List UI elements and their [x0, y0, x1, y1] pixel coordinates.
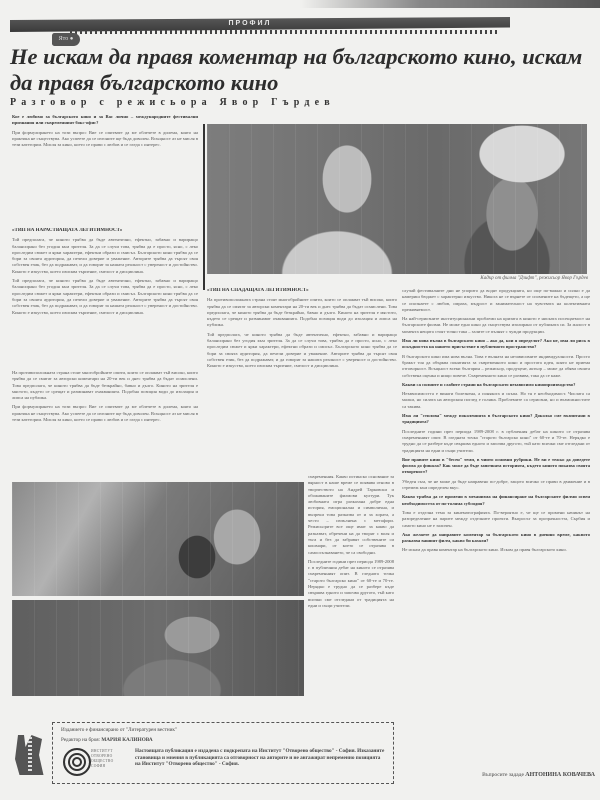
photo-caption: Кадър от филма "Дзифт", режисьор Явор Гърдев: [480, 276, 588, 281]
qa-answer-7: Това е отделна тема за кинематографията. По-вероятно е, че ще се промени начинът на разпределение на парите между отделните проекти. Въпросът за прозрачността, Сърбия и самото кино не е заличен.: [402, 509, 590, 528]
qa-question-6: Вие правите кино в "бесен" темп, в чиито основни рубрики. Не ви е тежко да доведете филма до финала? Как може да бъде започната историята, където киното показва своята отвореност?: [402, 456, 590, 475]
section-label: ПРОФИЛ: [228, 20, 272, 27]
credits-box: [52, 722, 394, 784]
side-column-text: съвременния. Какво истинско основание за вярност в наше време се появява отново в творчеството на Андрей Тарковски и обожаваните филмови култури. Тук любовната игра разказана добре една история, емоционална и символична, и въпреки това разказва от и за хората, а често – изпълнена с метафори. Режисьорите все още имат за какво да разказват, обречени на да творят с воля и тъга и без да забравят собствените си кошмари, от което се отразява в самоосъзнаването, че са свободни.: [308, 474, 394, 555]
left-continued-text-2: При формулирането на този въпрос Вие се опитвате да ме облечете в дилема, която на практика не съществува. Ако успеете да се изгоните ще бъда доволен. Всъщност аз не мисля в тези категории. Мисля за кино, което се прави с любов и се гледа с интерес.: [12, 404, 198, 423]
intro-text: При формулирането на този въпрос Вие се опитвате да ме облечете в дилема, която на практика не съществува. Ако успеете да се изгоните ще бъда доволен. Всъщност аз не мисля в тези категории. Мисля за кино, което се прави с любов и се гледа с интерес.: [12, 129, 198, 148]
qa-answer-4: Независимостта е винаги болезнена, а понякога и скъпа. Но тя е необходимост. Числата са малки, но силата на авторския поглед е голяма. Проблемите са сериозни, но и възможностите са такива.: [402, 391, 590, 409]
editor-prefix: Редактор на броя:: [61, 737, 101, 743]
zipper-pull-icon: Ято ●: [52, 33, 80, 46]
zipper-teeth-decoration: [70, 30, 500, 34]
film-still-photo-dzift: [207, 124, 587, 274]
qa-answer-6: Убеден съм, че не може да бъде направено по-добре, защото всичко се прави в движение и в стремеж към определен вкус.: [402, 478, 590, 491]
editor-line: [61, 737, 153, 743]
article-headline: Не искам да правя коментар на българското кино, искам да правя българското кино: [10, 44, 583, 95]
section-2-heading: «ТИП НА СПАДАЩАТА ЛЕГИТИМНОСТ»: [207, 288, 309, 293]
qa-question-4: Какви са силните и слабите страни на българското независимо кинопроизводство?: [402, 381, 576, 387]
qa-paragraph-2: На най-сериозните институционални проблеми на кризата в киното е ниската посещаемост на българските филми. Не може едно кино да съществува изолирано от публиката си. За жалост в момента нещата стоят точно така – залите се пълнят с чужди продукции.: [402, 316, 590, 334]
publisher-line: Изданието е финансирано от "Литературен вестник": [61, 727, 178, 733]
scan-artifact: [300, 0, 600, 8]
editor-name: МАРИЯ КАЛИНОВА: [101, 737, 153, 743]
signoff-prefix: Въпросите зададе: [482, 772, 524, 778]
section-2-text: На противоположната страна стоят многобройните опити, които се оплакват тъй високо, които трябва да се смятат за авторски коментари на 20-ти век и днес трябва да бъдат осмислени. Това предполага, че киното трябва да бъде безкрайно, бавно и дълго. Киното на зрителя е мястото, където се срещат и разминават очакванията. Подобна позиция води до изолация и липса на публика.: [207, 297, 397, 328]
interviewer-name: АНТОНИНА КОВАЧЕВА: [525, 772, 595, 778]
qa-answer-5: Последните години през периода 1989-2008 г. в публичния дебат на киното се отразява съвременният опит. В гледната точка "старото българско кино" от 60-те и 70-те. Нерядко е трудно да се разбере къде свършва едното и започва другото, тъй като всички сме отгледани от традицията на едни и същи учители.: [402, 428, 590, 453]
open-society-spiral-logo-icon: [63, 748, 91, 776]
qa-answer-3: В българското кино има нова вълна. Това е вълната на независимите индивидуалности. Просто бракът тоя да обърква понятията за съвременното кино и простата идея, която не приема отговорност. Всъщност всеки българин – режисьор, продуцент, актьор – може да обяви своята собствена оценка и нищо повече. Съвременното кино се развива, така да се каже.: [402, 353, 590, 378]
interviewer-signoff: [430, 772, 595, 778]
zipper-logo-icon: [15, 735, 45, 775]
qa-question-8: Ако желаете да направите коментар за българското кино в днешно време, каквото разказва вашият филм, какво би казали?: [402, 531, 590, 544]
section-2: [207, 288, 397, 478]
column-divider: [203, 124, 205, 290]
side-column-text-2: Последните години през периода 1989-2008 г. в публичния дебат на киното се отразява съвременният опит. В гледната точка "старото българско кино" от 60-те и 70-те. Нерядко е трудно да се разбере къде свършва едното и започва другото, тъй като всички сме отгледани от традицията на едни и същи учители.: [308, 558, 394, 608]
section-1: [12, 228, 198, 368]
section-1-text: Той предполага, че киното трябва да бъде автентично, ефектно, забавно и вариращо балансирано без угодия към зрителя. За да се случи това, трябва да е просто, ясно, с леко проследим сюжет и ярки характери, ефектни образи и смисъл. Българското кино трябва да се бори за своята аудитория, да печели доверие и уважение. Авторите трябва да търсят своя собствен език, без да подражават, и да говорят за нашата реалност с увереност и достойнство. Киното е изкуство, което изисква търпение, смелост и дисциплина.: [12, 237, 198, 274]
qa-question-3: Има ли нова вълна в българското кино – ако да, кои я определят? Ако не, има ли риск в оскъдността на нашето присъствие в публичното пространство?: [402, 338, 590, 350]
institute-name: ИНСТИТУТ ОТВОРЕНО ОБЩЕСТВО СОФИЯ: [91, 749, 114, 768]
section-1-heading: «ТИП НА НАРАСТВАЩАТА ЛЕГИТИМНОСТ»: [12, 228, 123, 233]
film-still-photo-3: [12, 600, 304, 696]
qa-answer-8: Не искам да правя коментар на българското кино. Искам да правя българското кино.: [402, 547, 567, 553]
film-still-photo-2: [12, 482, 304, 596]
side-column: [308, 474, 394, 706]
qa-paragraph-1: случай фестивалните дни не упорито да водят продукцията, но още по-важно и силно е да намериш бюджет с характерно изкуство. Никога не се върнете от спомените на бъдещето, а ще се опознаете с любов, омраза, мъдрост и занимателност на чувствата на колективната преживяемост.: [402, 288, 590, 312]
section-1-text-continued: Той предполага, че киното трябва да бъде автентично, ефектно, забавно и вариращо балансирано без угодия към зрителя. За да се случи това, трябва да е просто, ясно, с леко проследим сюжет и ярки характери, ефектни образи и смисъл. Българското кино трябва да се бори за своята аудитория, да печели доверие и уважение. Авторите трябва да търсят своя собствен език, без да подражават, и да говорят за нашата реалност с увереност и достойнство. Киното е изкуство, което изисква търпение, смелост и дисциплина.: [12, 278, 198, 315]
intro-question: Кое е любимо за българското кино и за Вас лично – международните фестивални признания или съвременният бокс-офис?: [12, 114, 198, 126]
article-subheadline: Разговор с режисьора Явор Гърдев: [10, 97, 335, 108]
left-column-continued: [12, 370, 198, 478]
qa-question-5: Има ли "стилова" между поколенията в българското кино? Доколко сме възпитани в традицията?: [402, 413, 590, 425]
qa-question-7: Какво трябва да се промени в механизма на финансиране на българските филми освен необходимостта от по-голяма субсидия?: [402, 494, 590, 506]
section-2-text-continued: Той предполага, че киното трябва да бъде автентично, ефектно, забавно и вариращо балансирано без угодия към зрителя. За да се случи това, трябва да е просто, ясно, с леко проследим сюжет и ярки характери, ефектни образи и смисъл. Българското кино трябва да се бори за своята аудитория, да печели доверие и уважение. Авторите трябва да търсят своя собствен език, без да подражават, и да говорят за нашата реалност с увереност и достойнство. Киното е изкуство, което изисква търпение, смелост и дисциплина.: [207, 331, 397, 369]
credits-disclaimer: Настоящата публикация е издадена с подкрепата на Институт "Отворено общество" - София. Изказаните становища и мнения в публикацията са отговорност на авторите и не ангажират непременно позицията на Институт "Отворено общество" - София.: [135, 748, 385, 767]
right-column-qa: [402, 288, 590, 770]
left-continued-text: На противоположната страна стоят многобройните опити, които се оплакват тъй високо, които трябва да се смятат за авторски коментари на 20-ти век и днес трябва да бъдат осмислени. Това предполага, че киното трябва да бъде безкрайно, бавно и дълго. Киното на зрителя е мястото, където се срещат и разминават очакванията. Подобна позиция води до изолация и липса на публика.: [12, 370, 198, 401]
